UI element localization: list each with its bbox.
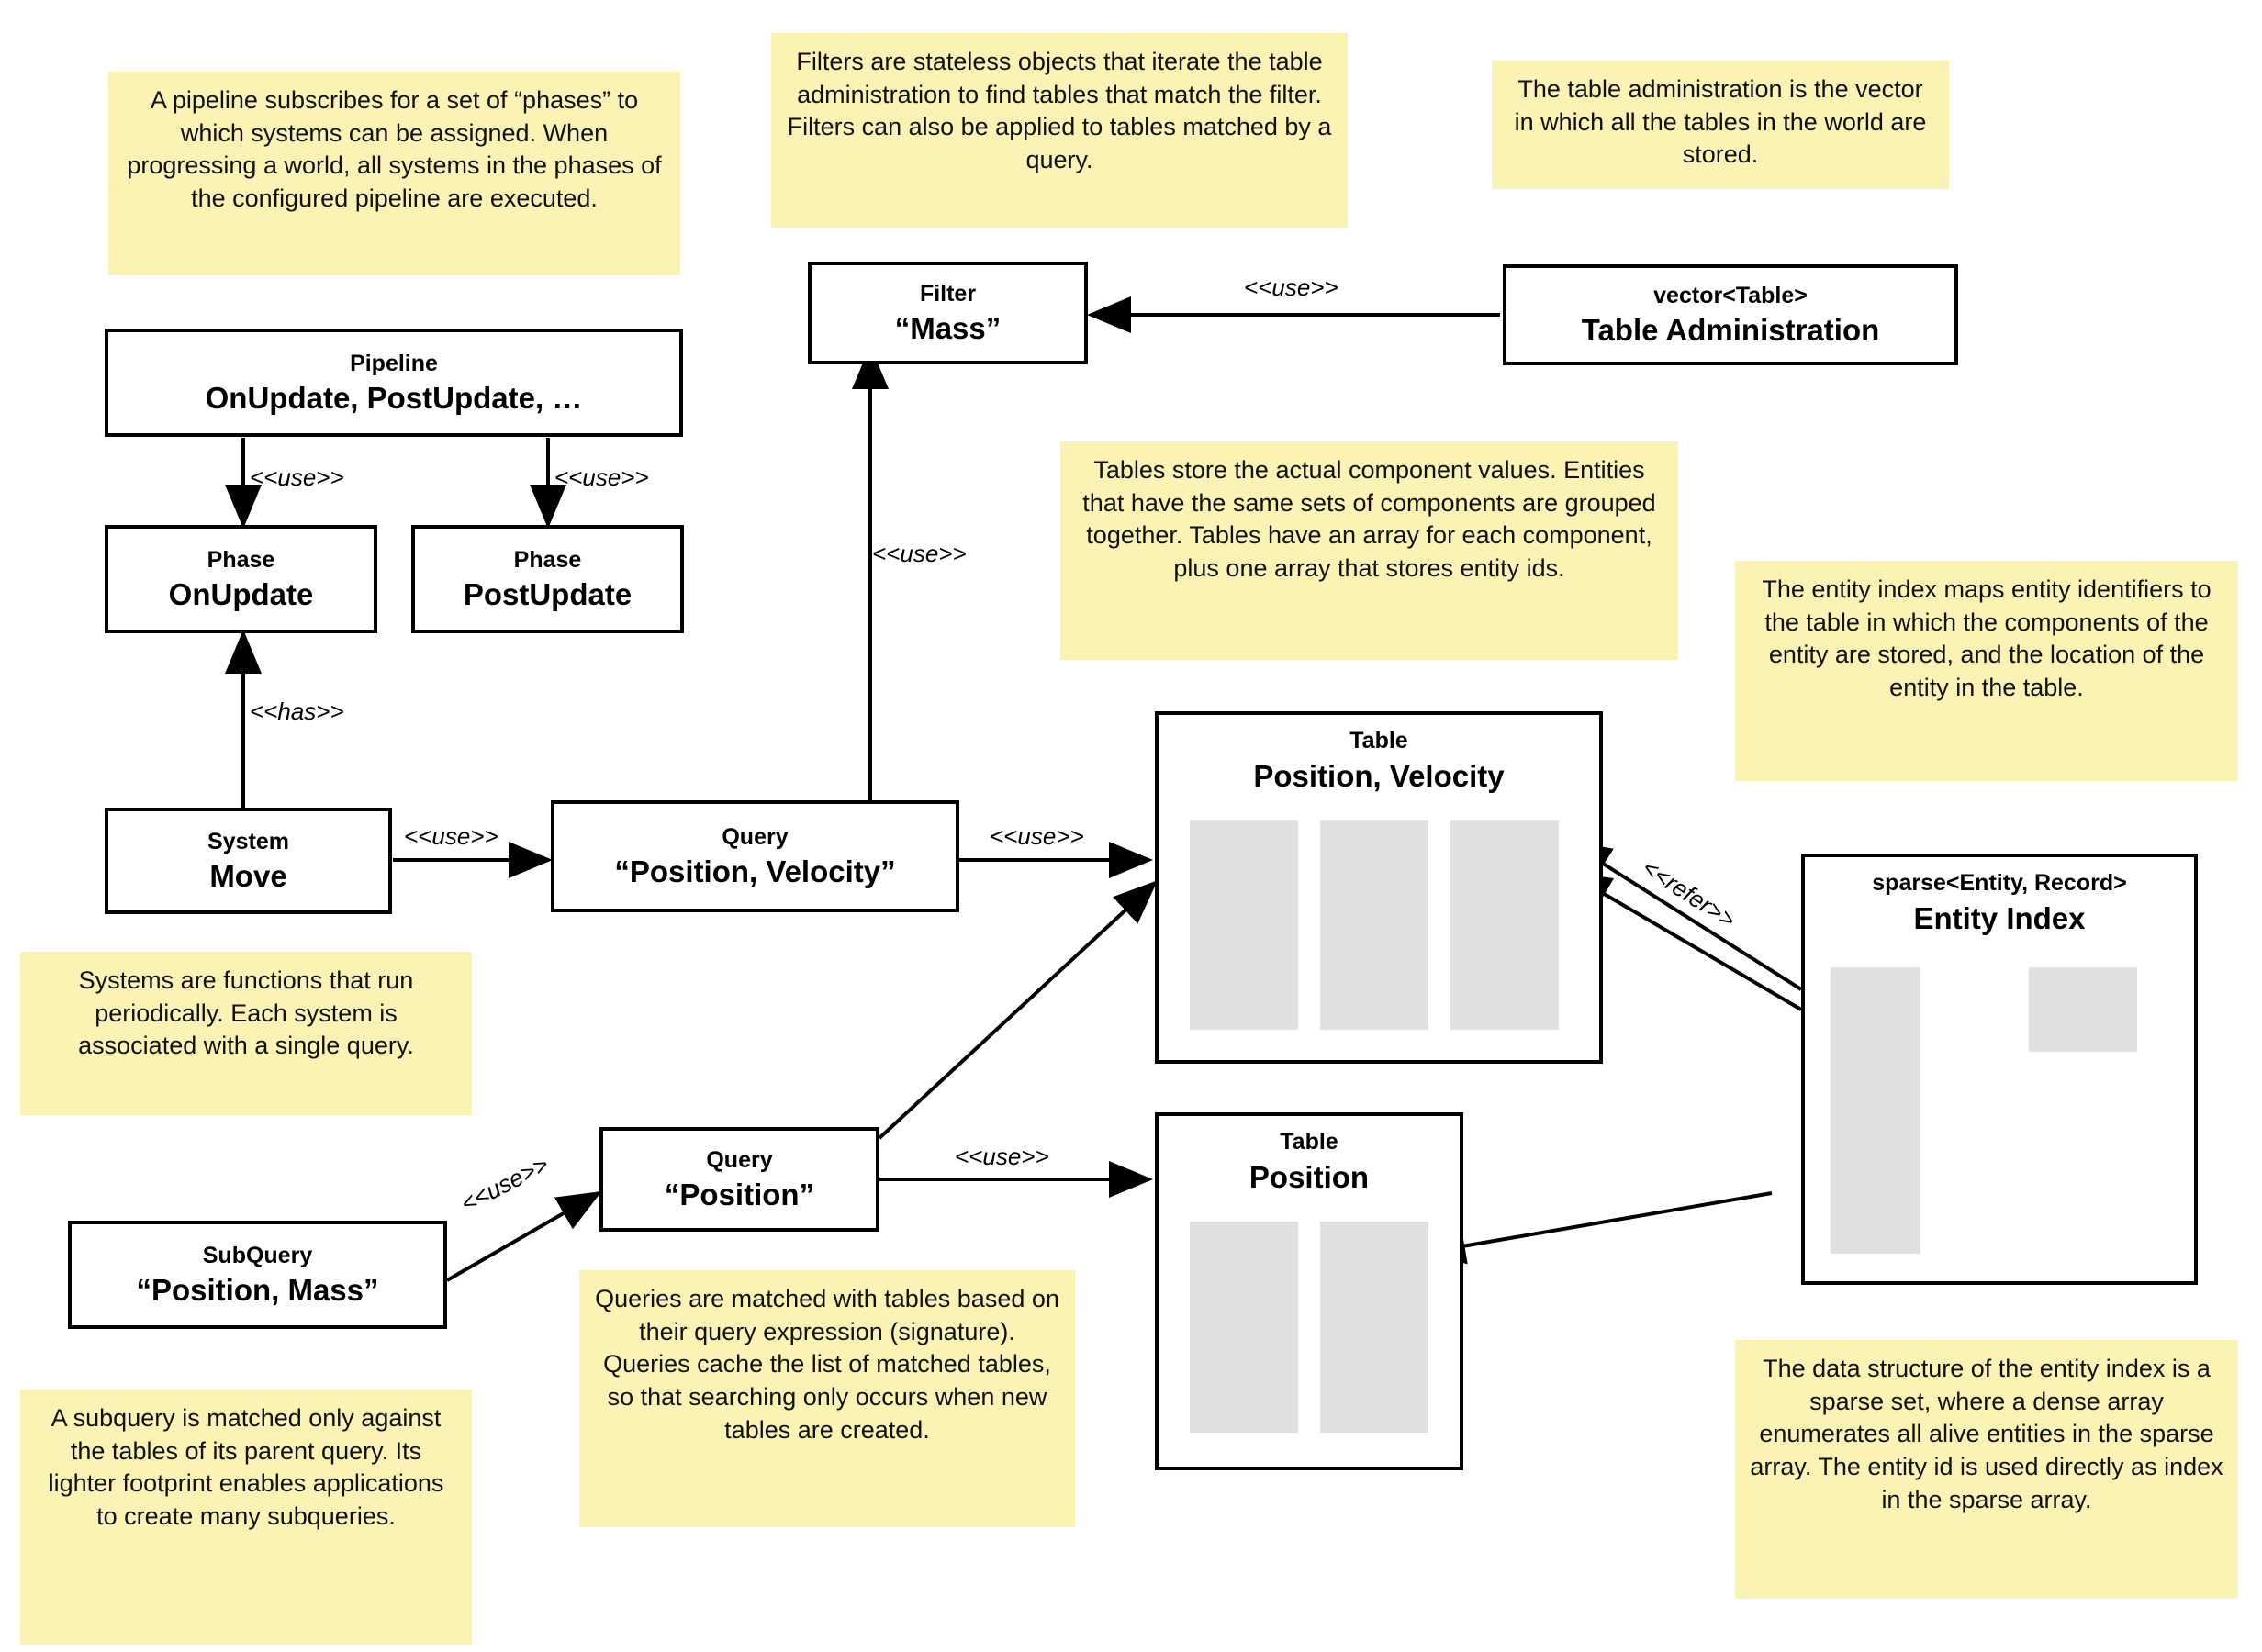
note-table-admin: The table administration is the vector in which all the tables in the world are stored.	[1492, 61, 1949, 189]
table-position-velocity-name: Position, Velocity	[1253, 759, 1505, 793]
box-system-move-name: Move	[209, 858, 287, 893]
edge-label-tableadmin-filter: <<use>>	[1244, 273, 1338, 301]
box-query-position[interactable]	[599, 1127, 879, 1232]
box-entity-index[interactable]	[1801, 854, 2198, 1285]
entity-index-dense-array	[2029, 967, 2137, 1052]
box-query-position-velocity-name: “Position, Velocity”	[614, 854, 896, 888]
edge-label-query-table: <<use>>	[990, 822, 1084, 850]
box-table-administration[interactable]	[1503, 264, 1958, 365]
table-position-velocity-kind: Table	[1349, 728, 1408, 753]
note-subquery: A subquery is matched only against the tables of its parent query. Its lighter footprint enables applications to create many subqueries.	[20, 1390, 472, 1645]
table-column-cell	[1320, 820, 1428, 1030]
box-pipeline[interactable]	[105, 329, 683, 437]
box-subquery-kind: SubQuery	[202, 1242, 313, 1268]
box-pipeline-kind: Pipeline	[350, 350, 438, 376]
box-table-administration-name: Table Administration	[1581, 312, 1880, 347]
box-query-position-velocity-kind: Query	[722, 823, 789, 850]
table-position-name: Position	[1249, 1160, 1370, 1194]
edge-label-query-filter: <<use>>	[872, 540, 967, 567]
edge-label-pipeline-postupdate: <<use>>	[554, 463, 649, 491]
box-subquery-name: “Position, Mass”	[136, 1272, 379, 1307]
box-phase-onupdate-kind: Phase	[207, 546, 275, 573]
edge-label-system-query: <<use>>	[404, 822, 498, 850]
table-position-kind: Table	[1280, 1129, 1338, 1155]
edge-label-subquery-query: <<use>>	[456, 1150, 554, 1218]
edge-label-query-position-table: <<use>>	[955, 1143, 1049, 1170]
entity-index-kind: sparse<Entity, Record>	[1872, 870, 2127, 896]
box-subquery-position-mass[interactable]	[68, 1221, 447, 1329]
box-filter-kind: Filter	[919, 280, 977, 307]
box-phase-postupdate-name: PostUpdate	[463, 576, 633, 611]
note-systems: Systems are functions that run periodically. Each system is associated with a single query.	[20, 952, 472, 1115]
note-queries: Queries are matched with tables based on their query expression (signature). Queries cache the list of matched tables, so that searching only occurs when new tables are created.	[579, 1270, 1075, 1527]
note-filters: Filters are stateless objects that iterate the table administration to find tables that match the filter. Filters can also be applied to tables matched by a query.	[771, 33, 1348, 228]
box-table-position[interactable]	[1155, 1112, 1463, 1470]
box-query-position-name: “Position”	[664, 1177, 815, 1211]
box-system-move-kind: System	[207, 828, 289, 854]
note-sparse-set: The data structure of the entity index is a sparse set, where a dense array enumerates all alive entities in the sparse array. The entity id is used directly as index in the sparse array.	[1735, 1340, 2238, 1599]
edge-label-system-phase: <<has>>	[250, 698, 344, 725]
box-table-position-velocity[interactable]	[1155, 711, 1603, 1064]
box-table-administration-kind: vector<Table>	[1653, 282, 1808, 308]
note-pipeline: A pipeline subscribes for a set of “phases” to which systems can be assigned. When progressing a world, all systems in the phases of the configured pipeline are executed.	[108, 72, 680, 275]
box-phase-postupdate-kind: Phase	[513, 546, 582, 573]
table-column-cell	[1190, 1222, 1298, 1433]
table-column-cell	[1450, 820, 1559, 1030]
box-phase-onupdate-name: OnUpdate	[168, 576, 314, 611]
entity-index-name: Entity Index	[1913, 901, 2086, 935]
box-filter-mass[interactable]	[808, 262, 1088, 364]
box-query-position-velocity[interactable]	[551, 800, 959, 912]
table-column-cell	[1190, 820, 1298, 1030]
note-tables: Tables store the actual component values. Entities that have the same sets of components are grouped together. Tables have an array for each component, plus one array that stores entity ids.	[1060, 441, 1678, 660]
box-phase-onupdate[interactable]	[105, 525, 377, 633]
box-query-position-kind: Query	[706, 1146, 773, 1173]
edge-label-entityindex-table: <<refer>>	[1637, 854, 1741, 934]
edge-label-pipeline-onupdate: <<use>>	[250, 463, 344, 491]
note-entity-index: The entity index maps entity identifiers to the table in which the components of the entity are stored, and the location of the entity in the table.	[1735, 561, 2238, 781]
box-phase-postupdate[interactable]	[411, 525, 684, 633]
entity-index-sparse-array	[1831, 967, 1920, 1254]
table-column-cell	[1320, 1222, 1428, 1433]
box-pipeline-name: OnUpdate, PostUpdate, …	[205, 380, 583, 415]
box-system-move[interactable]	[105, 808, 392, 914]
box-filter-name: “Mass”	[894, 310, 1002, 345]
